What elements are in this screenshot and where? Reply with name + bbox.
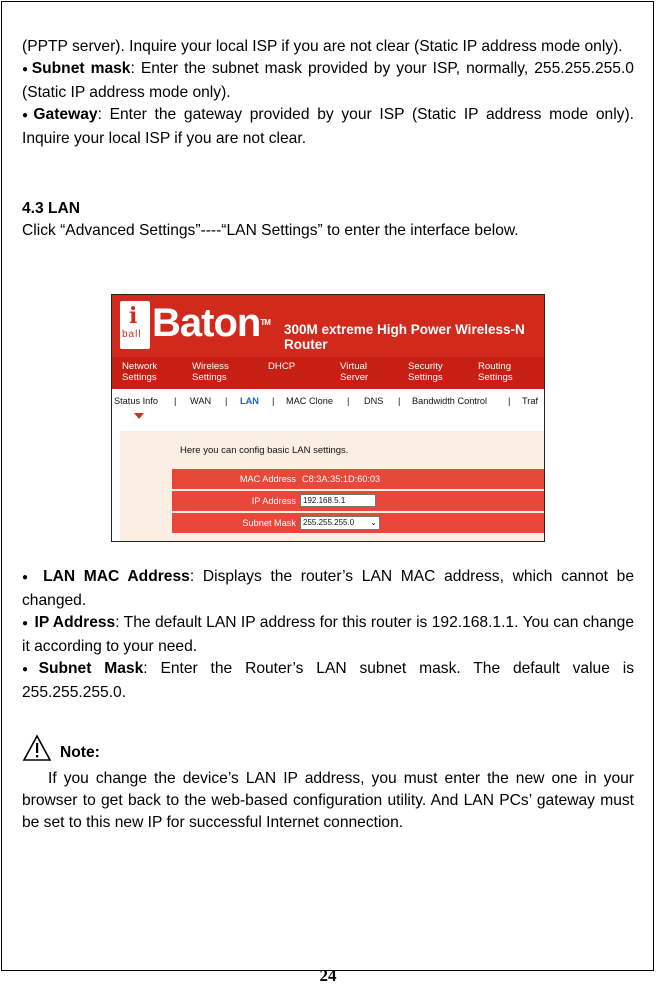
mac-address-label: MAC Address [239, 474, 296, 484]
section-intro: Click “Advanced Settings”----“LAN Settings” to enter the interface below. [22, 222, 519, 239]
nav-virtual-server[interactable]: Virtual Server [340, 361, 369, 383]
ip-address-input[interactable]: 192.168.5.1 [300, 494, 376, 507]
gateway-item [22, 104, 634, 150]
ip-address-row [172, 491, 544, 511]
nav-routing-settings[interactable]: Routing Settings [478, 361, 513, 383]
router-slogan: 300M extreme High Power Wireless-N Router [284, 322, 525, 352]
bullet-icon: ● [22, 64, 30, 75]
nav-network-settings[interactable]: Network Settings [122, 361, 158, 383]
lan-mac-item [22, 566, 634, 612]
ip-address-desc: : The default LAN IP address for this router is 192.168.1.1. You can change it according to your need. [22, 614, 634, 655]
tab-bandwidth-control[interactable]: Bandwidth Control [412, 396, 488, 406]
subnet-mask-term-2: Subnet Mask [38, 660, 144, 677]
nav-wireless-settings[interactable]: Wireless Settings [192, 361, 229, 383]
chevron-down-icon: ⌄ [370, 518, 377, 527]
bullet-icon: ● [22, 664, 37, 675]
subnet-mask-row [172, 513, 544, 533]
gateway-term: Gateway [33, 106, 98, 123]
lan-settings-panel [112, 419, 544, 542]
subnet-mask-desc: : Enter the subnet mask provided by your ISP, normally, 255.255.255.0 (Static IP address mode only). [22, 60, 634, 101]
ip-address-item [22, 612, 634, 658]
bullet-icon: ● [22, 110, 32, 121]
pptp-text: (PPTP server). Inquire your local ISP if you are not clear (Static IP address mode only). [22, 38, 623, 55]
tab-status-info[interactable]: Status Info [114, 396, 158, 406]
subnet-mask-desc-item [22, 658, 634, 704]
section-heading: 4.3 LAN [22, 200, 81, 217]
tab-lan[interactable]: LAN [240, 396, 259, 406]
nav-security-settings[interactable]: Security Settings [408, 361, 443, 383]
note-text: If you change the device’s LAN IP address, you must enter the new one in your browser to get back to the web-based configuration utility. And LAN PCs’ gateway must be set to this new IP for successful Internet connection. [22, 770, 634, 831]
router-screenshot [111, 294, 545, 542]
brand-name: Baton™ [152, 301, 270, 345]
subnet-mask-desc-2: : Enter the Router’s LAN subnet mask. The default value is 255.255.255.0. [22, 660, 635, 701]
tab-traffic[interactable]: Traf [522, 396, 538, 406]
tab-wan[interactable]: WAN [190, 396, 212, 406]
subnet-mask-select[interactable]: 255.255.255.0 ⌄ [300, 516, 380, 530]
top-paragraphs [22, 36, 634, 242]
subnet-mask-term: Subnet mask [31, 60, 131, 77]
nav-dhcp[interactable]: DHCP [268, 361, 296, 372]
warning-icon [22, 734, 52, 762]
bullet-icon: ● [22, 618, 29, 629]
note-label: Note: [60, 744, 100, 761]
ip-address-term: IP Address [34, 614, 116, 631]
mac-address-row [172, 469, 544, 489]
iball-logo: i ball [120, 301, 150, 349]
page-number: 24 [319, 966, 337, 985]
tab-dns[interactable]: DNS [364, 396, 384, 406]
subnet-mask-item [22, 58, 634, 104]
router-header [112, 295, 544, 357]
bullet-icon: ● [22, 572, 33, 583]
ip-address-label: IP Address [251, 496, 296, 506]
lan-mac-term: LAN MAC Address [43, 568, 190, 585]
mac-address-value: C8:3A:35:1D:60:03 [302, 474, 381, 484]
lan-mac-desc: : Displays the router’s LAN MAC address, which cannot be changed. [22, 568, 634, 609]
gateway-desc: : Enter the gateway provided by your ISP (Static IP address mode only). Inquire your local ISP if you are not clear. [22, 106, 634, 147]
bullet-descriptions [22, 566, 634, 704]
tab-mac-clone[interactable]: MAC Clone [286, 396, 333, 406]
router-tabs: Status Info | WAN | LAN | MAC Clone | DNS | Bandwidth Control | Traf [112, 389, 544, 413]
router-nav [112, 357, 544, 389]
subnet-mask-label: Subnet Mask [242, 518, 296, 528]
lan-intro: Here you can config basic LAN settings. [180, 445, 349, 456]
